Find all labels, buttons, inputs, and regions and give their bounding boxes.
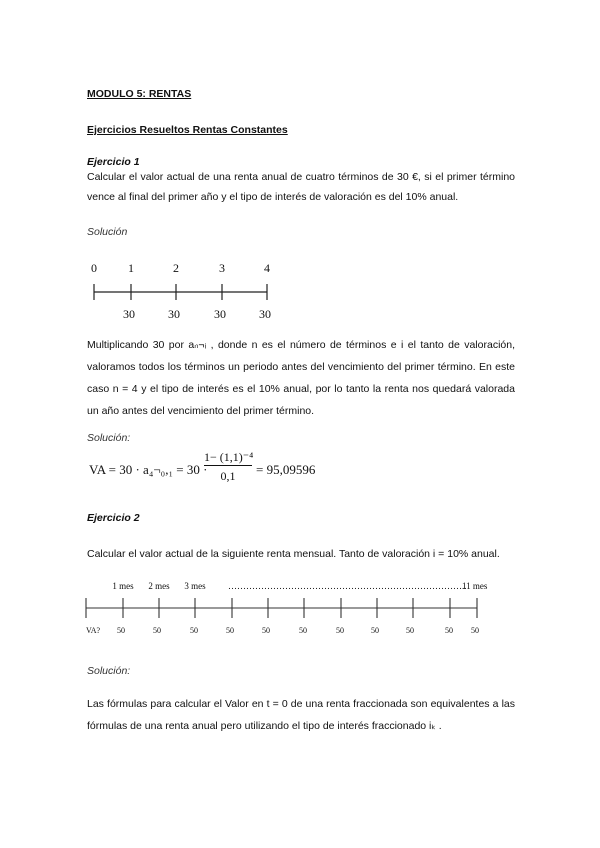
payment-amount: 50 [371, 626, 379, 635]
period-label: 1 [128, 261, 134, 275]
section-heading: Ejercicios Resueltos Rentas Constantes [87, 124, 288, 136]
payment-amount: 50 [406, 626, 414, 635]
payment-amount: 50 [190, 626, 198, 635]
solution-label-2: Solución: [87, 432, 131, 444]
exercise-1-paragraph: Multiplicando 30 por aₙ¬ᵢ , donde n es el número de términos e i el tanto de valoración, valoramos todos los términos un periodo antes del vencimiento del primer término. En este caso n = 4 y el tipo de interés es el 10% anual, por lo tanto la renta nos quedará valorada un año antes del vencimiento del primer término. [87, 339, 515, 417]
payment-amount: 50 [117, 626, 125, 635]
exercise-1-title: Ejercicio 1 [87, 156, 140, 168]
month-label: 2 mes [148, 581, 170, 591]
month-label: 11 mes [462, 581, 488, 591]
module-heading: MODULO 5: RENTAS [87, 88, 192, 100]
solution-label-3: Solución: [87, 665, 131, 677]
va-label: VA? [86, 626, 101, 635]
exercise-2-title: Ejercicio 2 [87, 512, 140, 524]
period-label: 0 [91, 261, 97, 275]
payment-amount: 30 [214, 307, 226, 321]
period-label: 3 [219, 261, 225, 275]
formula-numerator: 1− (1,1)⁻⁴ [204, 450, 254, 464]
period-label: 2 [173, 261, 179, 275]
payment-amount: 50 [299, 626, 307, 635]
payment-amount: 30 [168, 307, 180, 321]
period-label: 4 [264, 261, 270, 275]
formula-result: = 95,09596 [256, 462, 316, 477]
exercise-1-text: Calcular el valor actual de una renta anual de cuatro términos de 30 €, si el primer término vence al final del primer año y el tipo de interés de valoración es del 10% anual. [87, 171, 515, 203]
payment-amount: 50 [445, 626, 453, 635]
month-label: 1 mes [112, 581, 134, 591]
formula-left: VA = 30 · a₄¬₀,₁ = 30 · [89, 462, 208, 477]
formula-denominator: 0,1 [220, 469, 236, 483]
exercise-2-text: Calcular el valor actual de la siguiente renta mensual. Tanto de valoración i = 10% anual. [87, 548, 500, 560]
payment-amount: 30 [259, 307, 271, 321]
payment-amount: 50 [336, 626, 344, 635]
payment-amount: 50 [471, 626, 479, 635]
solution-label: Solución [87, 226, 128, 238]
month-label: 3 mes [184, 581, 206, 591]
payment-amount: 30 [123, 307, 135, 321]
exercise-2-paragraph: Las fórmulas para calcular el Valor en t = 0 de una renta fraccionada son equivalentes a las fórmulas de una renta anual pero utilizando el tipo de interés fraccionado iₖ . [87, 698, 515, 732]
payment-amount: 50 [226, 626, 234, 635]
payment-amount: 50 [262, 626, 270, 635]
ellipsis: …………………………………………………………………….. [228, 581, 467, 591]
payment-amount: 50 [153, 626, 161, 635]
